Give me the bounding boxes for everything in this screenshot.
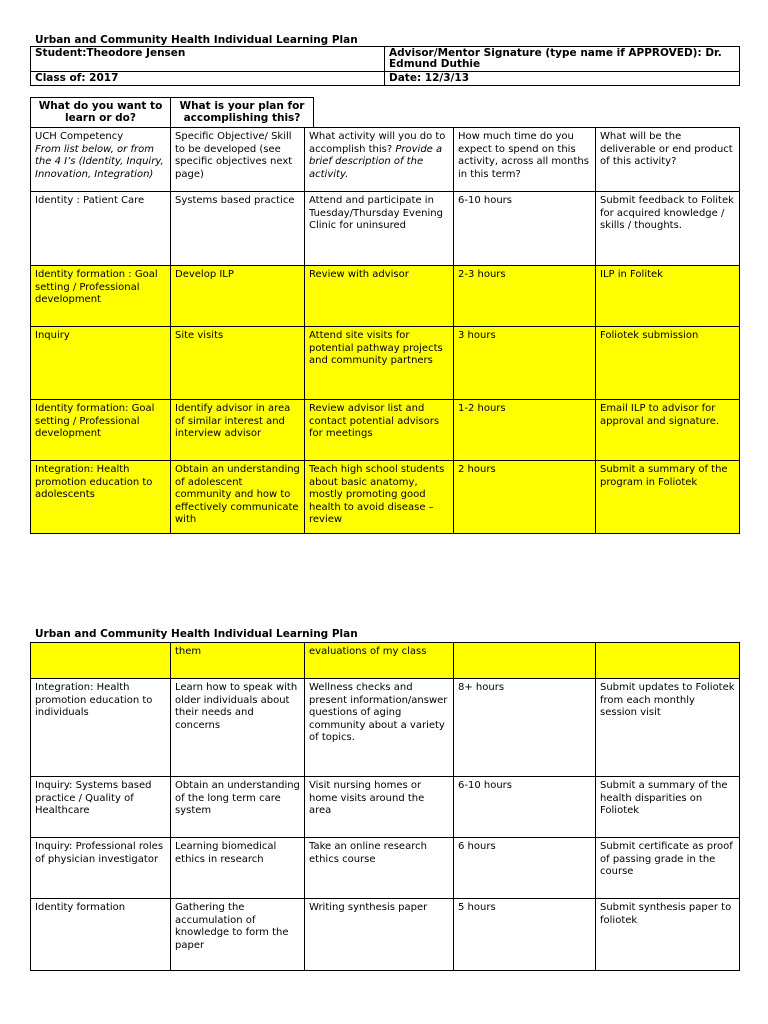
objective-cell: Systems based practice — [171, 192, 305, 266]
col-activity-note: Provide a brief description of the activity. — [309, 143, 443, 180]
deliverable-cell: Email ILP to advisor for approval and signature. — [596, 400, 740, 461]
activity-cell: evaluations of my class — [305, 643, 454, 679]
time-cell: 5 hours — [454, 899, 596, 971]
col-competency-label: UCH Competency — [35, 131, 124, 142]
table-row — [31, 838, 740, 899]
objective-cell: Identify advisor in area of similar interest and interview advisor — [171, 400, 305, 461]
competency-cell: Integration: Health promotion education to adolescents — [31, 461, 171, 534]
time-cell: 2-3 hours — [454, 266, 596, 327]
activity-cell: Attend site visits for potential pathway projects and community partners — [305, 327, 454, 400]
activity-cell: Wellness checks and present information/answer questions of aging community about a variety of topics. — [305, 679, 454, 777]
competency-cell: Identity formation — [31, 899, 171, 971]
col-deliverable: What will be the deliverable or end product of this activity? — [596, 128, 740, 192]
competency-cell — [31, 643, 171, 679]
competency-cell: Identity formation: Goal setting / Professional development — [31, 400, 171, 461]
date: Date: 12/3/13 — [385, 72, 740, 86]
objective-cell: Site visits — [171, 327, 305, 400]
page1-title: Urban and Community Health Individual Learning Plan — [35, 34, 358, 46]
time-cell: 6 hours — [454, 838, 596, 899]
question-learn: What do you want to learn or do? — [31, 98, 171, 128]
activity-cell: Writing synthesis paper — [305, 899, 454, 971]
col-activity-label: What activity will you do to accomplish this? — [309, 131, 446, 155]
deliverable-cell: Submit synthesis paper to foliotek — [596, 899, 740, 971]
deliverable-cell: Foliotek submission — [596, 327, 740, 400]
plan-table-1 — [30, 127, 740, 534]
time-cell: 6-10 hours — [454, 777, 596, 838]
deliverable-cell: Submit certificate as proof of passing grade in the course — [596, 838, 740, 899]
deliverable-cell: ILP in Folitek — [596, 266, 740, 327]
activity-cell: Visit nursing homes or home visits around the area — [305, 777, 454, 838]
question-plan: What is your plan for accomplishing this? — [171, 98, 314, 128]
deliverable-cell: Submit a summary of the health disparities on Foliotek — [596, 777, 740, 838]
student-name: Student:Theodore Jensen — [31, 47, 385, 72]
table-row — [31, 643, 740, 679]
competency-cell: Integration: Health promotion education to individuals — [31, 679, 171, 777]
question-header — [30, 97, 314, 128]
plan-table-2 — [30, 642, 740, 971]
competency-cell: Identity formation : Goal setting / Professional development — [31, 266, 171, 327]
table-row — [31, 777, 740, 838]
objective-cell: Develop ILP — [171, 266, 305, 327]
deliverable-cell: Submit updates to Foliotek from each monthly session visit — [596, 679, 740, 777]
column-header-row — [31, 128, 740, 192]
deliverable-cell — [596, 643, 740, 679]
class-of: Class of: 2017 — [31, 72, 385, 86]
table-row — [31, 461, 740, 534]
competency-cell: Inquiry: Systems based practice / Quality of Healthcare — [31, 777, 171, 838]
advisor-signature: Advisor/Mentor Signature (type name if APPROVED): Dr. Edmund Duthie — [385, 47, 740, 72]
activity-cell: Attend and participate in Tuesday/Thursday Evening Clinic for uninsured — [305, 192, 454, 266]
col-objective: Specific Objective/ Skill to be developed (see specific objectives next page) — [171, 128, 305, 192]
competency-cell: Inquiry — [31, 327, 171, 400]
activity-cell: Review advisor list and contact potential advisors for meetings — [305, 400, 454, 461]
objective-cell: them — [171, 643, 305, 679]
time-cell: 8+ hours — [454, 679, 596, 777]
objective-cell: Obtain an understanding of adolescent community and how to effectively communicate with — [171, 461, 305, 534]
activity-cell: Review with advisor — [305, 266, 454, 327]
objective-cell: Gathering the accumulation of knowledge to form the paper — [171, 899, 305, 971]
table-row — [31, 899, 740, 971]
table-row — [31, 327, 740, 400]
table-row — [31, 679, 740, 777]
table-row — [31, 266, 740, 327]
objective-cell: Learn how to speak with older individuals about their needs and concerns — [171, 679, 305, 777]
col-competency — [31, 128, 171, 192]
activity-cell: Teach high school students about basic anatomy, mostly promoting good health to avoid disease – review — [305, 461, 454, 534]
col-competency-note: From list below, or from the 4 I’s (Identity, Inquiry, Innovation, Integration) — [35, 143, 164, 180]
activity-cell: Take an online research ethics course — [305, 838, 454, 899]
page2-title: Urban and Community Health Individual Learning Plan — [35, 628, 358, 640]
table-row — [31, 400, 740, 461]
objective-cell: Obtain an understanding of the long term care system — [171, 777, 305, 838]
competency-cell: Identity : Patient Care — [31, 192, 171, 266]
deliverable-cell: Submit feedback to Folitek for acquired knowledge / skills / thoughts. — [596, 192, 740, 266]
table-row — [31, 192, 740, 266]
time-cell: 3 hours — [454, 327, 596, 400]
objective-cell: Learning biomedical ethics in research — [171, 838, 305, 899]
col-activity — [305, 128, 454, 192]
time-cell: 2 hours — [454, 461, 596, 534]
deliverable-cell: Submit a summary of the program in Foliotek — [596, 461, 740, 534]
col-time: How much time do you expect to spend on this activity, across all months in this term? — [454, 128, 596, 192]
header-table — [30, 46, 740, 86]
time-cell: 1-2 hours — [454, 400, 596, 461]
time-cell — [454, 643, 596, 679]
competency-cell: Inquiry: Professional roles of physician investigator — [31, 838, 171, 899]
time-cell: 6-10 hours — [454, 192, 596, 266]
